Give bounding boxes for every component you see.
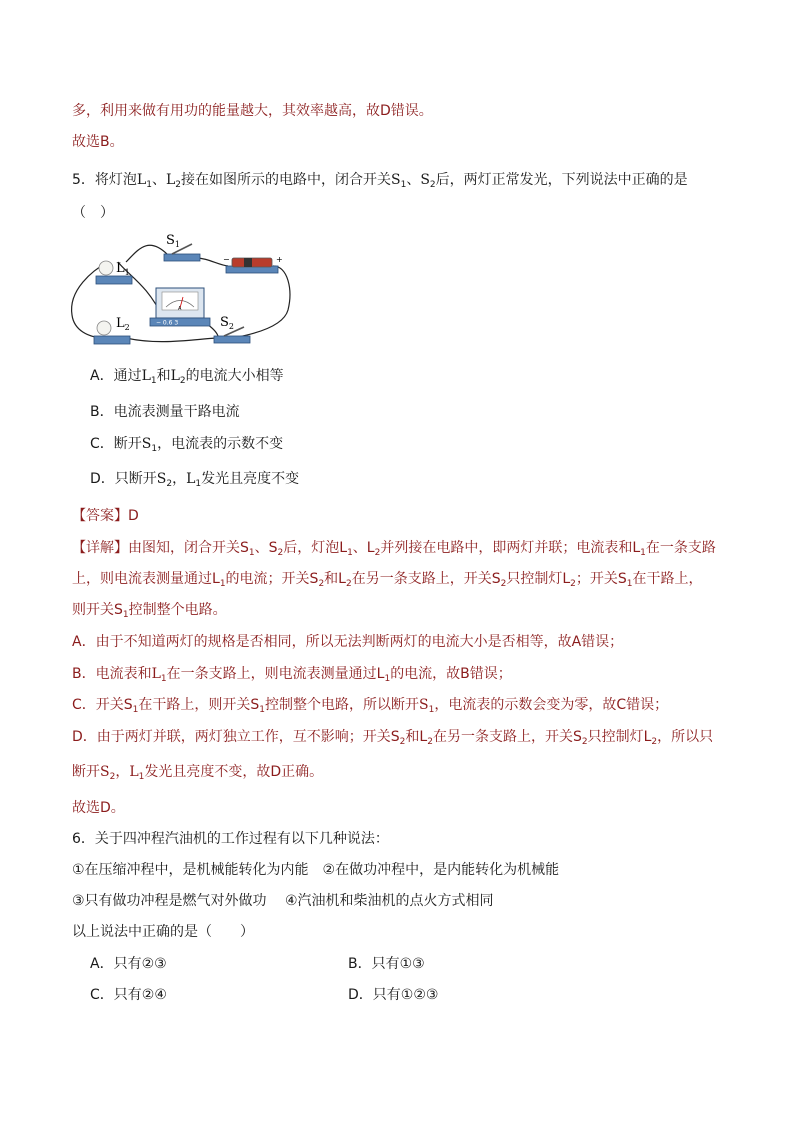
detail-text: 在干路上， bbox=[632, 571, 703, 587]
lamp-l1-base bbox=[96, 276, 132, 284]
q5-sub: 1 bbox=[146, 180, 152, 190]
opt-symbol: L bbox=[170, 368, 180, 384]
lamp-l2-bulb-icon bbox=[97, 321, 111, 335]
detail-text: ，电流表的示数会变为零，故C错误； bbox=[434, 697, 669, 713]
detail-text: 断开 bbox=[72, 764, 100, 780]
detail-text: D．由于两灯并联，两灯独立工作，互不影响；开关S bbox=[72, 729, 400, 745]
detail-text: 在另一条支路上，开关S bbox=[351, 571, 501, 587]
q5-paren: （ ） bbox=[72, 205, 114, 221]
detail-text: 在干路上，则开关S bbox=[138, 697, 260, 713]
wire bbox=[126, 245, 168, 262]
opt-text: 的电流大小相等 bbox=[185, 368, 284, 384]
q5-symbol: S bbox=[420, 172, 430, 188]
opt-sub: 2 bbox=[166, 479, 173, 489]
detail-sub: 2 bbox=[374, 548, 381, 558]
opt-text: 发光且亮度不变 bbox=[201, 471, 300, 487]
detail-text: ；开关S bbox=[575, 571, 627, 587]
opt-sub: 1 bbox=[150, 376, 157, 386]
detail-sub: 2 bbox=[500, 579, 507, 589]
q5-detail-c bbox=[72, 695, 668, 720]
circuit-diagram bbox=[68, 230, 298, 355]
opt-text: D．只断开 bbox=[90, 471, 157, 487]
q5-sub: 2 bbox=[175, 180, 181, 190]
detail-sub: 1 bbox=[248, 548, 255, 558]
battery-plus: + bbox=[276, 255, 283, 264]
detail-sub: 1 bbox=[219, 579, 226, 589]
q5-symbol: L bbox=[165, 172, 176, 188]
detail-text: 在一条支路 bbox=[645, 540, 716, 556]
q5-sub: 1 bbox=[400, 180, 407, 190]
prev-conclusion: 故选B。 bbox=[72, 134, 124, 150]
detail-symbol: L bbox=[151, 666, 161, 682]
opt-text: ，电流表的示数不变 bbox=[157, 436, 284, 452]
q6-ask: 以上说法中正确的是（ ） bbox=[72, 924, 254, 940]
detail-text: 控制整个电路，所以断开 bbox=[265, 697, 420, 713]
q5-detail-line-3 bbox=[72, 600, 227, 625]
detail-sub: 1 bbox=[640, 548, 646, 558]
q6-option-c: C．只有②④ bbox=[90, 987, 167, 1003]
q5-answer: 【答案】D bbox=[72, 508, 139, 524]
q6-statements-1-2: ①在压缩冲程中，是机械能转化为内能 ②在做功冲程中，是内能转化为机械能 bbox=[72, 862, 560, 878]
q5-stem-text: 接在如图所示的电路中，闭合开关 bbox=[180, 172, 391, 188]
detail-text: 和L bbox=[324, 571, 346, 587]
detail-sub: 2 bbox=[277, 548, 284, 558]
detail-sub: 1 bbox=[626, 579, 633, 589]
q5-option-c bbox=[90, 434, 283, 459]
q5-detail-a: A．由于不知道两灯的规格是否相同，所以无法判断两灯的电流大小是否相等，故A错误； bbox=[72, 634, 624, 650]
detail-text: 后，灯泡L bbox=[283, 540, 348, 556]
ammeter-a: A bbox=[178, 306, 182, 312]
detail-text: 发光且亮度不变，故D正确。 bbox=[144, 764, 324, 780]
ammeter-terminal-labels: − 0.6 3 bbox=[156, 319, 179, 327]
detail-symbol: S bbox=[100, 764, 110, 780]
detail-sub: 2 bbox=[109, 772, 116, 782]
detail-text: 在另一条支路上，开关S bbox=[432, 729, 582, 745]
q5-detail-line-1 bbox=[72, 538, 716, 563]
detail-text: 上，则电流表测量通过L bbox=[72, 571, 220, 587]
detail-sub: 1 bbox=[384, 674, 391, 684]
q6-option-b: B．只有①③ bbox=[348, 956, 425, 972]
detail-sub: 2 bbox=[427, 737, 433, 747]
detail-sub: 2 bbox=[318, 579, 325, 589]
detail-text: 在一条支路上，则电流表测量通过L bbox=[166, 666, 385, 682]
detail-text: B．电流表和 bbox=[72, 666, 152, 682]
prev-explanation-line: 多，利用来做有用功的能量越大，其效率越高，故D错误。 bbox=[72, 103, 433, 119]
detail-symbol: L bbox=[129, 764, 139, 780]
wire bbox=[126, 338, 216, 342]
q5-symbol: S bbox=[390, 172, 401, 188]
q5-detail-d-cont bbox=[72, 762, 323, 787]
q5-stem-text: 5．将灯泡 bbox=[72, 172, 137, 188]
opt-sub: 1 bbox=[195, 479, 202, 489]
q5-sep: 、 bbox=[151, 172, 166, 188]
opt-symbol: S bbox=[141, 436, 152, 452]
q5-option-a bbox=[90, 366, 284, 391]
q5-sub: 2 bbox=[429, 180, 436, 190]
q5-conclusion: 故选D。 bbox=[72, 800, 125, 816]
battery-band bbox=[244, 258, 252, 267]
detail-text: 、S bbox=[254, 540, 278, 556]
detail-sub: 2 bbox=[581, 737, 588, 747]
detail-text: ， bbox=[115, 764, 130, 780]
opt-text: A．通过 bbox=[90, 368, 142, 384]
q5-detail-d bbox=[72, 727, 713, 752]
detail-text: 只控制灯L bbox=[587, 729, 652, 745]
detail-tag: 【详解】 bbox=[72, 540, 128, 556]
detail-text: 由图知，闭合开关S bbox=[128, 540, 249, 556]
q5-stem-text: 后，两灯正常发光，下列说法中正确的是 bbox=[435, 172, 688, 188]
opt-sub: 1 bbox=[151, 444, 158, 454]
detail-text: 、L bbox=[352, 540, 375, 556]
detail-sub: 1 bbox=[259, 705, 266, 715]
lamp-l1-bulb-icon bbox=[99, 261, 113, 275]
detail-text: 则开关S bbox=[72, 602, 123, 618]
detail-text: 并列接在电路中，即两灯并联；电流表和L bbox=[380, 540, 641, 556]
detail-sub: 1 bbox=[428, 705, 435, 715]
detail-text: 的电流；开关S bbox=[225, 571, 319, 587]
detail-text: C．开关S bbox=[72, 697, 133, 713]
q6-option-a: A．只有②③ bbox=[90, 956, 167, 972]
detail-sub: 2 bbox=[570, 579, 576, 589]
detail-text: 和L bbox=[405, 729, 428, 745]
q6-statements-3-4: ③只有做功冲程是燃气对外做功 ④汽油机和柴油机的点火方式相同 bbox=[72, 893, 494, 909]
detail-sub: 2 bbox=[651, 737, 658, 747]
opt-symbol: S bbox=[156, 471, 167, 487]
detail-sub: 2 bbox=[345, 579, 352, 589]
opt-text: C．断开 bbox=[90, 436, 142, 452]
q5-option-b: B．电流表测量干路电流 bbox=[90, 404, 240, 420]
switch-s2-base bbox=[214, 336, 250, 343]
q6-stem: 6．关于四冲程汽油机的工作过程有以下几种说法： bbox=[72, 831, 389, 847]
label-s1: $S_1$ bbox=[166, 233, 180, 249]
label-l1: $L_1$ bbox=[116, 261, 130, 277]
detail-sub: 1 bbox=[122, 610, 129, 620]
detail-sub: 1 bbox=[138, 772, 145, 782]
q5-symbol: L bbox=[136, 172, 147, 188]
q5-detail-b bbox=[72, 664, 512, 689]
detail-text: ，所以只 bbox=[657, 729, 714, 745]
switch-s1-base bbox=[164, 254, 200, 261]
battery-minus: − bbox=[223, 255, 230, 264]
opt-text: 和 bbox=[156, 368, 171, 384]
opt-sub: 2 bbox=[179, 376, 186, 386]
label-s2: $S_2$ bbox=[220, 315, 234, 331]
label-l2: $L_2$ bbox=[116, 316, 130, 332]
q5-stem bbox=[72, 170, 688, 195]
q5-option-d bbox=[90, 469, 299, 494]
detail-sub: 2 bbox=[399, 737, 406, 747]
detail-sub: 1 bbox=[132, 705, 139, 715]
opt-symbol: L bbox=[186, 471, 196, 487]
detail-symbol: S bbox=[419, 697, 429, 713]
detail-sub: 1 bbox=[160, 674, 167, 684]
detail-text: 的电流，故B错误； bbox=[390, 666, 512, 682]
detail-text: 控制整个电路。 bbox=[128, 602, 227, 618]
q5-sep: 、 bbox=[406, 172, 421, 188]
lamp-l2-base bbox=[94, 336, 130, 344]
opt-symbol: L bbox=[141, 368, 151, 384]
detail-sub: 1 bbox=[347, 548, 353, 558]
q6-option-d: D．只有①②③ bbox=[348, 987, 439, 1003]
opt-text: ， bbox=[172, 471, 187, 487]
q5-detail-line-2 bbox=[72, 569, 703, 594]
detail-text: 只控制灯L bbox=[506, 571, 571, 587]
wire bbox=[238, 266, 290, 337]
